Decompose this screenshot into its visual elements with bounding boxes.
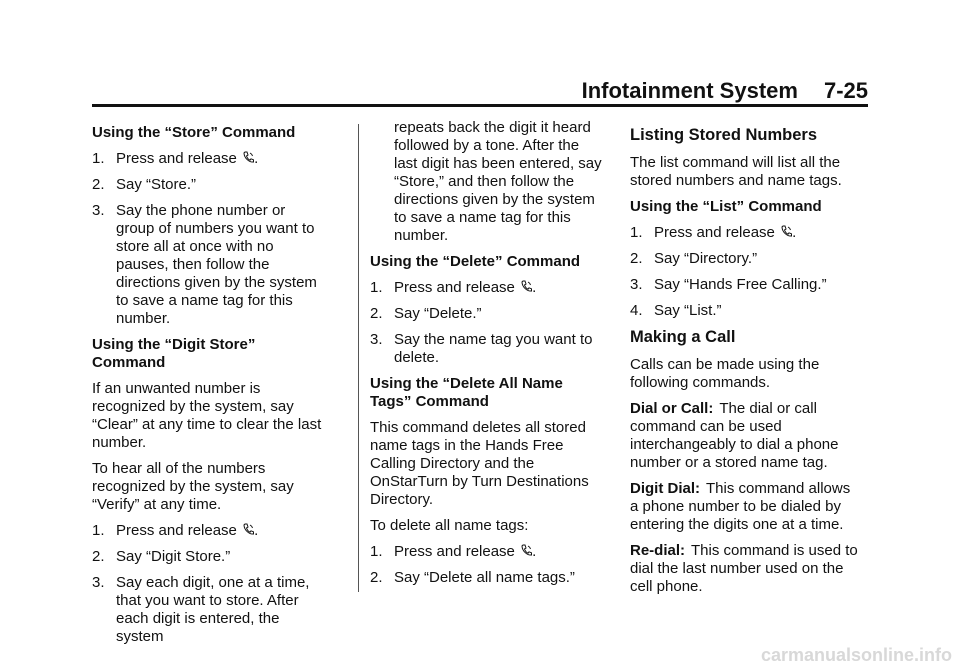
phone-voice-icon — [781, 225, 792, 238]
delete-heading: Using the “Delete” Command — [370, 253, 581, 270]
list-item: 2. Say “Digit Store.” — [92, 548, 231, 565]
page-number: 7-25 — [823, 78, 868, 103]
paragraph: The list command will list all the stored numbers and name tags. — [630, 154, 842, 189]
term-item — [630, 480, 862, 534]
list-item: 1. Press and release . — [92, 522, 259, 539]
list-item: 3. Say each digit, one at a time, that you want to store. After each digit is entered, the system — [92, 574, 310, 645]
column-2 — [370, 119, 602, 595]
paragraph: To hear all of the numbers recognized by the system, say “Verify” at any time. — [92, 460, 294, 513]
paragraph: To delete all name tags: — [370, 517, 529, 534]
phone-voice-icon — [243, 523, 254, 536]
watermark: carmanualsonline.info — [760, 645, 952, 665]
list-item: 2. Say “Delete all name tags.” — [370, 569, 575, 586]
delete-all-heading: Using the “Delete All Name Tags” Command — [370, 375, 563, 410]
paragraph: Calls can be made using the following commands. — [630, 356, 820, 391]
term-label: Re-dial: — [630, 542, 686, 559]
term-label: Digit Dial: — [630, 480, 700, 497]
phone-voice-icon — [521, 280, 532, 293]
term-item — [630, 400, 862, 472]
continuation-text: repeats back the digit it heard followed by a tone. After the last digit has been entered, say “Store,” and then follow the directions given by the system to save a name tag for this number. — [394, 119, 602, 244]
list-item: 3. Say “Hands Free Calling.” — [630, 276, 827, 293]
making-call-heading: Making a Call — [630, 328, 736, 346]
list-command-heading: Using the “List” Command — [630, 198, 822, 215]
term-description: This command is used to dial the last number used on the cell phone. — [630, 542, 858, 595]
paragraph: This command deletes all stored name tags in the Hands Free Calling Directory and the OnStarTurn by Turn Destinations Directory. — [370, 419, 589, 508]
header-rule — [92, 104, 868, 107]
list-item: 2. Say “Store.” — [92, 176, 197, 193]
list-item: 2. Say “Delete.” — [370, 305, 482, 322]
phone-voice-icon — [521, 544, 532, 557]
column-divider — [358, 124, 359, 592]
page-header — [582, 78, 868, 104]
column-3 — [630, 124, 862, 604]
list-item: 1. Press and release . — [370, 279, 537, 296]
list-item: 4. Say “List.” — [630, 302, 722, 319]
paragraph: If an unwanted number is recognized by the system, say “Clear” at any time to clear the last number. — [92, 380, 322, 451]
digit-store-heading: Using the “Digit Store” Command — [92, 336, 256, 371]
term-description: This command allows a phone number to be dialed by entering the digits one at a time. — [630, 480, 851, 533]
list-item: 1. Press and release . — [370, 543, 537, 560]
list-item: 3. Say the phone number or group of numbers you want to store all at once with no pauses, then follow the directions given by the system to save a name tag for this number. — [92, 202, 317, 327]
store-heading: Using the “Store” Command — [92, 124, 296, 141]
column-1 — [92, 124, 324, 654]
list-item: 3. Say the name tag you want to delete. — [370, 331, 593, 366]
phone-voice-icon — [243, 151, 254, 164]
term-label: Dial or Call: — [630, 400, 714, 417]
list-item: 1. Press and release . — [92, 150, 259, 167]
listing-heading: Listing Stored Numbers — [630, 126, 818, 144]
list-item: 2. Say “Directory.” — [630, 250, 758, 267]
section-title: Infotainment System — [581, 78, 798, 103]
term-item — [630, 542, 862, 596]
list-item: 1. Press and release . — [630, 224, 797, 241]
term-description: The dial or call command can be used interchangeably to dial a phone number or a stored name tag. — [630, 400, 839, 471]
